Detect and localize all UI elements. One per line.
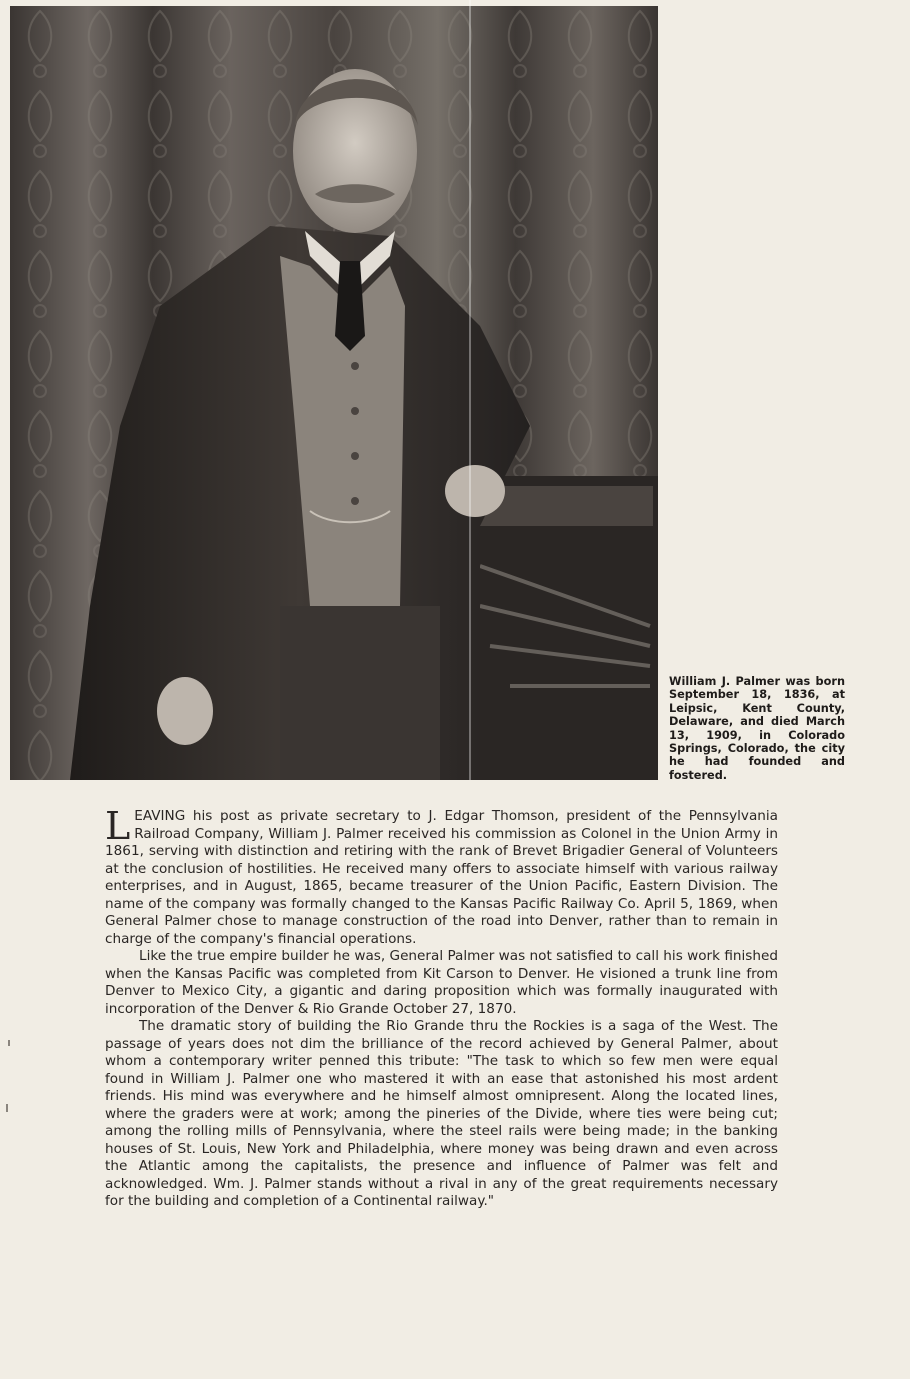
paragraph-3: The dramatic story of building the Rio Grande thru the Rockies is a saga of the West. The passage of years does not dim the brilliance of the record achieved by General Palmer, about whom a contemporary writer penned this tribute: "The task to which so few men were equal found in William J. Palmer one who mastered it with an ease that astonished his most ardent friends. His mind was everywhere and he himself almost omnipresent. Along the located lines, where the graders were at work; among the pineries of the Divide, where ties were being cut; among the rolling mills of Pennsylvania, where the steel rails were being made; in the banking houses of St. Louis, New York and Philadelphia, where money was being drawn and even across the Atlantic among the capitalists, the presence and influence of Palmer was felt and acknowledged. Wm. J. Palmer stands without a rival in any of the great requirements necessary for the building and completion of a Continental railway."	[105, 1018, 778, 1209]
portrait-photo	[10, 6, 658, 780]
margin-mark	[8, 1040, 10, 1046]
drop-cap: L	[105, 804, 131, 848]
page-fold	[469, 0, 471, 780]
paragraph-1-text: EAVING his post as private secretary to J. Edgar Thomson, president of the Pennsylvania Railroad Company, William J. Palmer received his commission as Colonel in the Union Army in 1861, serving with distinction and retiring with the rank of Brevet Brigadier General of Volunteers at the conclusion of hostilities. He received many offers to associate himself with various railway enterprises, and in August, 1865, became treasurer of the Union Pacific, Eastern Division. The name of the company was formally changed to the Kansas Pacific Railway Co. April 5, 1869, when General Palmer chose to manage construction of the road into Denver, rather than to remain in charge of the company's financial operations.	[105, 808, 778, 947]
paragraph-2: Like the true empire builder he was, General Palmer was not satisfied to call his work finished when the Kansas Pacific was completed from Kit Carson to Denver. He visioned a trunk line from Denver to Mexico City, a gigantic and daring proposition which was formally inaugurated with incorporation of the Denver & Rio Grande October 27, 1870.	[105, 948, 778, 1017]
margin-mark	[6, 1104, 8, 1112]
article-body	[105, 804, 778, 1211]
paragraph-1	[105, 804, 778, 948]
portrait-illustration	[10, 6, 658, 780]
photo-caption: William J. Palmer was born September 18, 1836, at Leipsic, Kent County, Delaware, and died March 13, 1909, in Colorado Springs, Colorado, the city he had founded and fostered.	[669, 675, 845, 782]
